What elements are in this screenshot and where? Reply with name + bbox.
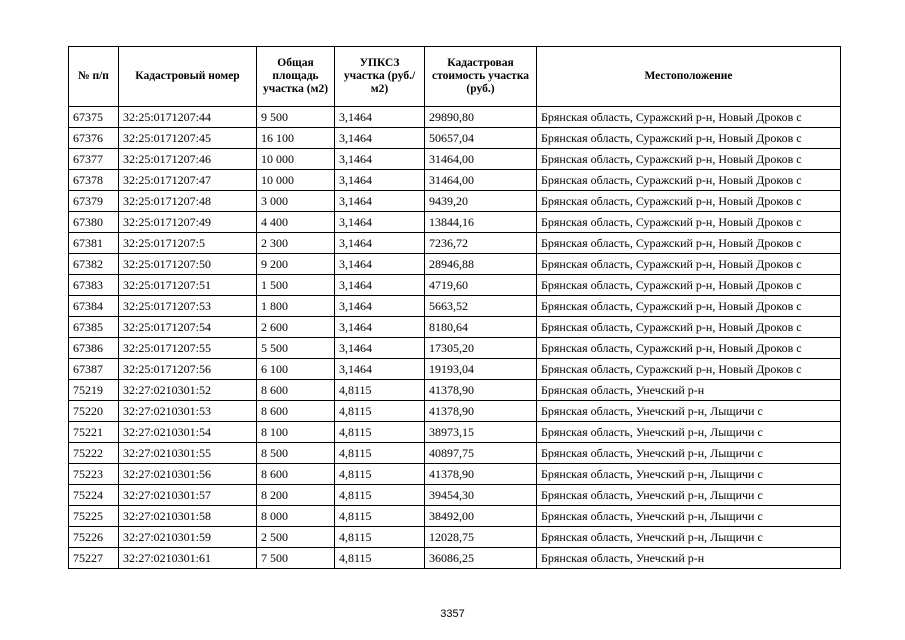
cell-upksz: 3,1464 bbox=[335, 275, 425, 296]
cell-cadastral-number: 32:25:0171207:5 bbox=[119, 233, 257, 254]
header-area: Общая площадь участка (м2) bbox=[257, 47, 335, 107]
cell-location: Брянская область, Суражский р-н, Новый Дроков с bbox=[537, 170, 841, 191]
cell-index: 67377 bbox=[69, 149, 119, 170]
cell-location: Брянская область, Унечский р-н, Лыщичи с bbox=[537, 464, 841, 485]
cell-index: 67379 bbox=[69, 191, 119, 212]
cell-cadastral-value: 36086,25 bbox=[425, 548, 537, 569]
cell-index: 67385 bbox=[69, 317, 119, 338]
cell-index: 75219 bbox=[69, 380, 119, 401]
cell-cadastral-number: 32:25:0171207:53 bbox=[119, 296, 257, 317]
cell-area: 10 000 bbox=[257, 149, 335, 170]
cell-index: 75220 bbox=[69, 401, 119, 422]
cell-area: 9 500 bbox=[257, 107, 335, 128]
table-row bbox=[69, 506, 841, 527]
cell-cadastral-number: 32:27:0210301:52 bbox=[119, 380, 257, 401]
cell-area: 4 400 bbox=[257, 212, 335, 233]
cell-area: 5 500 bbox=[257, 338, 335, 359]
cell-cadastral-number: 32:27:0210301:58 bbox=[119, 506, 257, 527]
cell-upksz: 3,1464 bbox=[335, 107, 425, 128]
cell-cadastral-number: 32:25:0171207:55 bbox=[119, 338, 257, 359]
cell-cadastral-value: 40897,75 bbox=[425, 443, 537, 464]
cell-upksz: 4,8115 bbox=[335, 422, 425, 443]
cell-cadastral-value: 5663,52 bbox=[425, 296, 537, 317]
cell-upksz: 3,1464 bbox=[335, 191, 425, 212]
cell-area: 8 000 bbox=[257, 506, 335, 527]
cell-upksz: 4,8115 bbox=[335, 443, 425, 464]
cell-upksz: 3,1464 bbox=[335, 170, 425, 191]
header-upksz: УПКСЗ участка (руб./м2) bbox=[335, 47, 425, 107]
cell-cadastral-number: 32:25:0171207:48 bbox=[119, 191, 257, 212]
table-row bbox=[69, 548, 841, 569]
cell-cadastral-number: 32:25:0171207:46 bbox=[119, 149, 257, 170]
table-row bbox=[69, 107, 841, 128]
cell-cadastral-number: 32:25:0171207:50 bbox=[119, 254, 257, 275]
table-row bbox=[69, 527, 841, 548]
cell-index: 67378 bbox=[69, 170, 119, 191]
table-row bbox=[69, 128, 841, 149]
cell-location: Брянская область, Унечский р-н bbox=[537, 380, 841, 401]
table-row bbox=[69, 170, 841, 191]
cell-cadastral-number: 32:25:0171207:44 bbox=[119, 107, 257, 128]
cell-upksz: 3,1464 bbox=[335, 338, 425, 359]
cell-area: 1 500 bbox=[257, 275, 335, 296]
cell-location: Брянская область, Суражский р-н, Новый Дроков с bbox=[537, 233, 841, 254]
header-index: № п/п bbox=[69, 47, 119, 107]
cell-cadastral-value: 38492,00 bbox=[425, 506, 537, 527]
cell-cadastral-value: 12028,75 bbox=[425, 527, 537, 548]
cell-location: Брянская область, Суражский р-н, Новый Дроков с bbox=[537, 296, 841, 317]
header-location: Местоположение bbox=[537, 47, 841, 107]
cell-index: 67375 bbox=[69, 107, 119, 128]
cell-cadastral-number: 32:25:0171207:49 bbox=[119, 212, 257, 233]
cell-index: 67386 bbox=[69, 338, 119, 359]
cell-location: Брянская область, Унечский р-н, Лыщичи с bbox=[537, 422, 841, 443]
cell-area: 3 000 bbox=[257, 191, 335, 212]
cell-area: 10 000 bbox=[257, 170, 335, 191]
cell-location: Брянская область, Унечский р-н, Лыщичи с bbox=[537, 527, 841, 548]
table-row bbox=[69, 254, 841, 275]
table-row bbox=[69, 191, 841, 212]
table-row bbox=[69, 212, 841, 233]
cell-index: 67380 bbox=[69, 212, 119, 233]
cell-area: 8 100 bbox=[257, 422, 335, 443]
cell-area: 7 500 bbox=[257, 548, 335, 569]
cell-index: 75221 bbox=[69, 422, 119, 443]
cell-index: 75225 bbox=[69, 506, 119, 527]
cell-location: Брянская область, Суражский р-н, Новый Дроков с bbox=[537, 317, 841, 338]
cell-area: 16 100 bbox=[257, 128, 335, 149]
cell-cadastral-value: 13844,16 bbox=[425, 212, 537, 233]
cell-index: 67387 bbox=[69, 359, 119, 380]
cell-cadastral-value: 7236,72 bbox=[425, 233, 537, 254]
cell-area: 8 600 bbox=[257, 464, 335, 485]
cell-upksz: 4,8115 bbox=[335, 485, 425, 506]
table-row bbox=[69, 464, 841, 485]
cell-cadastral-value: 41378,90 bbox=[425, 380, 537, 401]
cell-cadastral-number: 32:25:0171207:54 bbox=[119, 317, 257, 338]
cell-upksz: 4,8115 bbox=[335, 548, 425, 569]
cell-area: 9 200 bbox=[257, 254, 335, 275]
cell-cadastral-value: 19193,04 bbox=[425, 359, 537, 380]
cell-upksz: 3,1464 bbox=[335, 296, 425, 317]
cell-index: 75227 bbox=[69, 548, 119, 569]
cell-cadastral-value: 8180,64 bbox=[425, 317, 537, 338]
cell-index: 67383 bbox=[69, 275, 119, 296]
cell-index: 75226 bbox=[69, 527, 119, 548]
cell-cadastral-value: 41378,90 bbox=[425, 401, 537, 422]
table-row bbox=[69, 233, 841, 254]
table-row bbox=[69, 296, 841, 317]
cell-cadastral-value: 31464,00 bbox=[425, 170, 537, 191]
cell-cadastral-value: 4719,60 bbox=[425, 275, 537, 296]
table-row bbox=[69, 443, 841, 464]
cell-cadastral-number: 32:25:0171207:56 bbox=[119, 359, 257, 380]
cell-location: Брянская область, Унечский р-н bbox=[537, 548, 841, 569]
cell-cadastral-number: 32:27:0210301:59 bbox=[119, 527, 257, 548]
cell-cadastral-value: 29890,80 bbox=[425, 107, 537, 128]
cell-location: Брянская область, Унечский р-н, Лыщичи с bbox=[537, 401, 841, 422]
cell-upksz: 3,1464 bbox=[335, 233, 425, 254]
cell-cadastral-number: 32:27:0210301:55 bbox=[119, 443, 257, 464]
cell-location: Брянская область, Суражский р-н, Новый Дроков с bbox=[537, 254, 841, 275]
cell-upksz: 3,1464 bbox=[335, 149, 425, 170]
cell-upksz: 3,1464 bbox=[335, 359, 425, 380]
cell-location: Брянская область, Суражский р-н, Новый Дроков с bbox=[537, 149, 841, 170]
cell-cadastral-number: 32:25:0171207:51 bbox=[119, 275, 257, 296]
cell-cadastral-number: 32:27:0210301:56 bbox=[119, 464, 257, 485]
cell-location: Брянская область, Унечский р-н, Лыщичи с bbox=[537, 506, 841, 527]
table-row bbox=[69, 401, 841, 422]
cell-area: 6 100 bbox=[257, 359, 335, 380]
cell-cadastral-value: 9439,20 bbox=[425, 191, 537, 212]
header-cadastral-value: Кадастровая стоимость участка (руб.) bbox=[425, 47, 537, 107]
cell-upksz: 3,1464 bbox=[335, 254, 425, 275]
cell-location: Брянская область, Суражский р-н, Новый Дроков с bbox=[537, 212, 841, 233]
cell-cadastral-number: 32:27:0210301:53 bbox=[119, 401, 257, 422]
table-row bbox=[69, 338, 841, 359]
table-row bbox=[69, 380, 841, 401]
cell-area: 2 500 bbox=[257, 527, 335, 548]
cell-cadastral-number: 32:27:0210301:54 bbox=[119, 422, 257, 443]
cell-cadastral-number: 32:25:0171207:47 bbox=[119, 170, 257, 191]
cell-location: Брянская область, Суражский р-н, Новый Дроков с bbox=[537, 338, 841, 359]
cell-location: Брянская область, Суражский р-н, Новый Дроков с bbox=[537, 128, 841, 149]
table-row bbox=[69, 359, 841, 380]
cell-area: 8 200 bbox=[257, 485, 335, 506]
cell-index: 75223 bbox=[69, 464, 119, 485]
cell-index: 67381 bbox=[69, 233, 119, 254]
table-row bbox=[69, 275, 841, 296]
cell-area: 8 600 bbox=[257, 401, 335, 422]
cell-area: 2 600 bbox=[257, 317, 335, 338]
cell-upksz: 3,1464 bbox=[335, 128, 425, 149]
cell-cadastral-value: 39454,30 bbox=[425, 485, 537, 506]
cell-cadastral-number: 32:27:0210301:61 bbox=[119, 548, 257, 569]
table-row bbox=[69, 149, 841, 170]
cell-location: Брянская область, Унечский р-н, Лыщичи с bbox=[537, 443, 841, 464]
cell-upksz: 4,8115 bbox=[335, 464, 425, 485]
cadastre-table bbox=[68, 46, 841, 569]
cell-upksz: 4,8115 bbox=[335, 401, 425, 422]
cell-cadastral-number: 32:25:0171207:45 bbox=[119, 128, 257, 149]
cell-cadastral-value: 17305,20 bbox=[425, 338, 537, 359]
cell-cadastral-value: 38973,15 bbox=[425, 422, 537, 443]
cell-index: 75222 bbox=[69, 443, 119, 464]
cell-cadastral-value: 28946,88 bbox=[425, 254, 537, 275]
cell-area: 2 300 bbox=[257, 233, 335, 254]
cell-cadastral-value: 41378,90 bbox=[425, 464, 537, 485]
cell-index: 75224 bbox=[69, 485, 119, 506]
cell-cadastral-value: 50657,04 bbox=[425, 128, 537, 149]
cell-index: 67384 bbox=[69, 296, 119, 317]
cell-area: 8 600 bbox=[257, 380, 335, 401]
cell-upksz: 3,1464 bbox=[335, 212, 425, 233]
cell-area: 1 800 bbox=[257, 296, 335, 317]
cell-cadastral-number: 32:27:0210301:57 bbox=[119, 485, 257, 506]
header-cadastral-number: Кадастровый номер bbox=[119, 47, 257, 107]
table-row bbox=[69, 317, 841, 338]
cell-location: Брянская область, Суражский р-н, Новый Дроков с bbox=[537, 107, 841, 128]
cell-upksz: 4,8115 bbox=[335, 380, 425, 401]
page-number: 3357 bbox=[440, 608, 465, 620]
table-row bbox=[69, 485, 841, 506]
cell-area: 8 500 bbox=[257, 443, 335, 464]
table-row bbox=[69, 422, 841, 443]
cell-location: Брянская область, Суражский р-н, Новый Дроков с bbox=[537, 275, 841, 296]
cell-location: Брянская область, Суражский р-н, Новый Дроков с bbox=[537, 359, 841, 380]
cell-upksz: 4,8115 bbox=[335, 506, 425, 527]
cell-location: Брянская область, Унечский р-н, Лыщичи с bbox=[537, 485, 841, 506]
cell-index: 67382 bbox=[69, 254, 119, 275]
table-body bbox=[69, 107, 841, 569]
cell-location: Брянская область, Суражский р-н, Новый Дроков с bbox=[537, 191, 841, 212]
table-header-row bbox=[69, 47, 841, 107]
cell-upksz: 4,8115 bbox=[335, 527, 425, 548]
cell-cadastral-value: 31464,00 bbox=[425, 149, 537, 170]
cell-upksz: 3,1464 bbox=[335, 317, 425, 338]
cell-index: 67376 bbox=[69, 128, 119, 149]
